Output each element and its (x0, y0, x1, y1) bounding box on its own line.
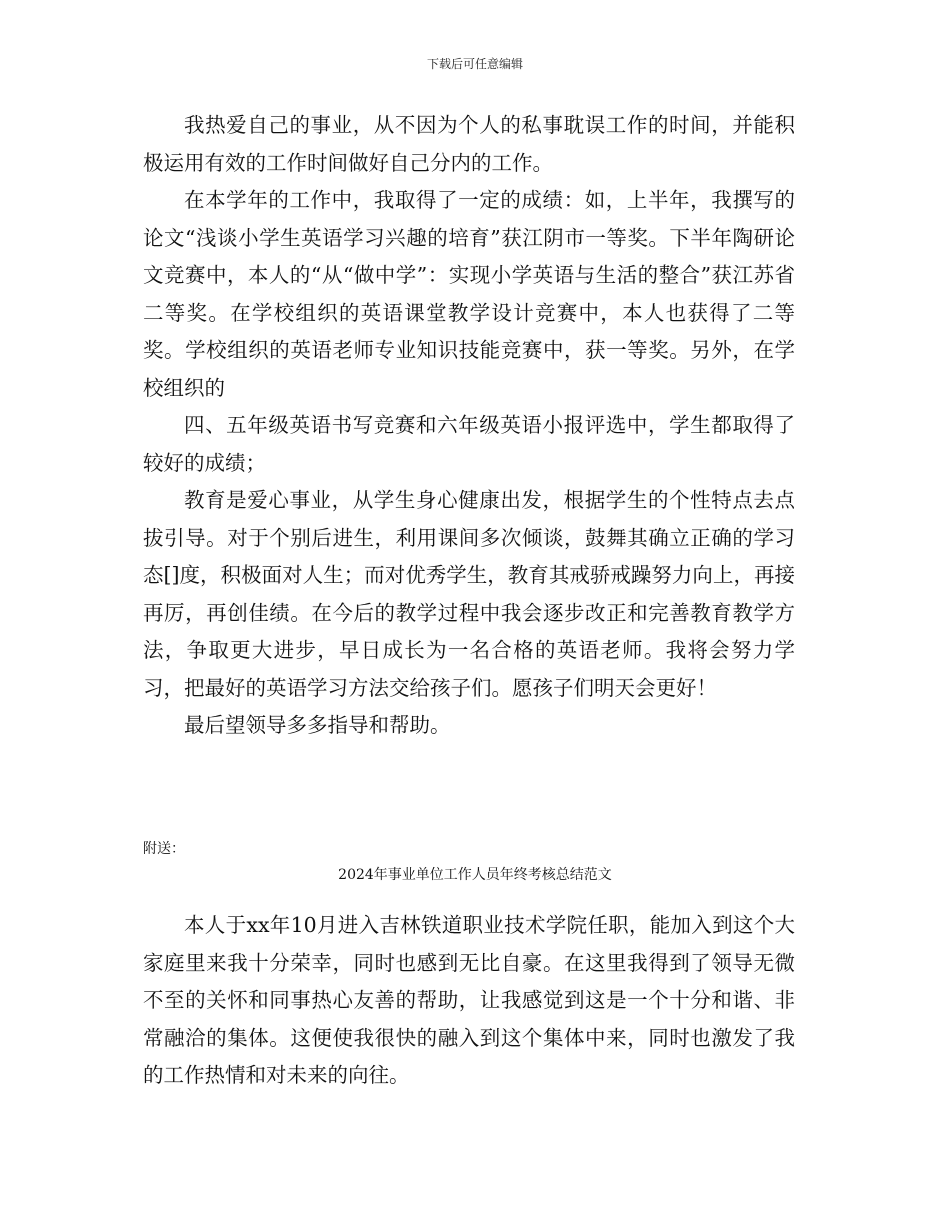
paragraph: 教育是爱心事业，从学生身心健康出发，根据学生的个性特点去点拔引导。对于个别后进生，利用课间多次倾谈，鼓舞其确立正确的学习态[]度，积极面对人生；而对优秀学生，教育其戒骄戒躁努力向上，再接再厉，再创佳绩。在今后的教学过程中我会逐步改正和完善教育教学方法，争取更大进步，早日成长为一名合格的英语老师。我将会努力学习，把最好的英语学习方法交给孩子们。愿孩子们明天会更好！ (143, 488, 795, 700)
paragraph: 四、五年级英语书写竞赛和六年级英语小报评选中，学生都取得了较好的成绩； (143, 413, 795, 475)
paragraph: 本人于xx年10月进入吉林铁道职业技术学院任职，能加入到这个大家庭里来我十分荣幸，同时也感到无比自豪。在这里我得到了领导无微不至的关怀和同事热心友善的帮助，让我感觉到这是一个十分和谐、非常融洽的集体。这便使我很快的融入到这个集体中来，同时也激发了我的工作热情和对未来的向往。 (143, 913, 795, 1087)
paragraph: 在本学年的工作中，我取得了一定的成绩：如，上半年，我撰写的论文“浅谈小学生英语学习兴趣的培育”获江阴市一等奖。下半年陶研论文竞赛中，本人的“从“做中学”：实现小学英语与生活的整合”获江苏省二等奖。在学校组织的英语课堂教学设计竞赛中，本人也获得了二等奖。学校组织的英语老师专业知识技能竞赛中，获一等奖。另外，在学校组织的 (143, 188, 795, 400)
paragraph: 我热爱自己的事业，从不因为个人的私事耽误工作的时间，并能积极运用有效的工作时间做好自己分内的工作。 (143, 113, 795, 175)
appendix-title: 2024年事业单位工作人员年终考核总结范文 (338, 867, 612, 883)
body-text-section-one (143, 107, 795, 745)
paragraph: 最后望领导多多指导和帮助。 (184, 713, 451, 737)
page-header: 下载后可任意编辑 (426, 57, 523, 71)
appendix-label: 附送： (143, 841, 185, 857)
body-text-section-two (143, 907, 795, 1095)
